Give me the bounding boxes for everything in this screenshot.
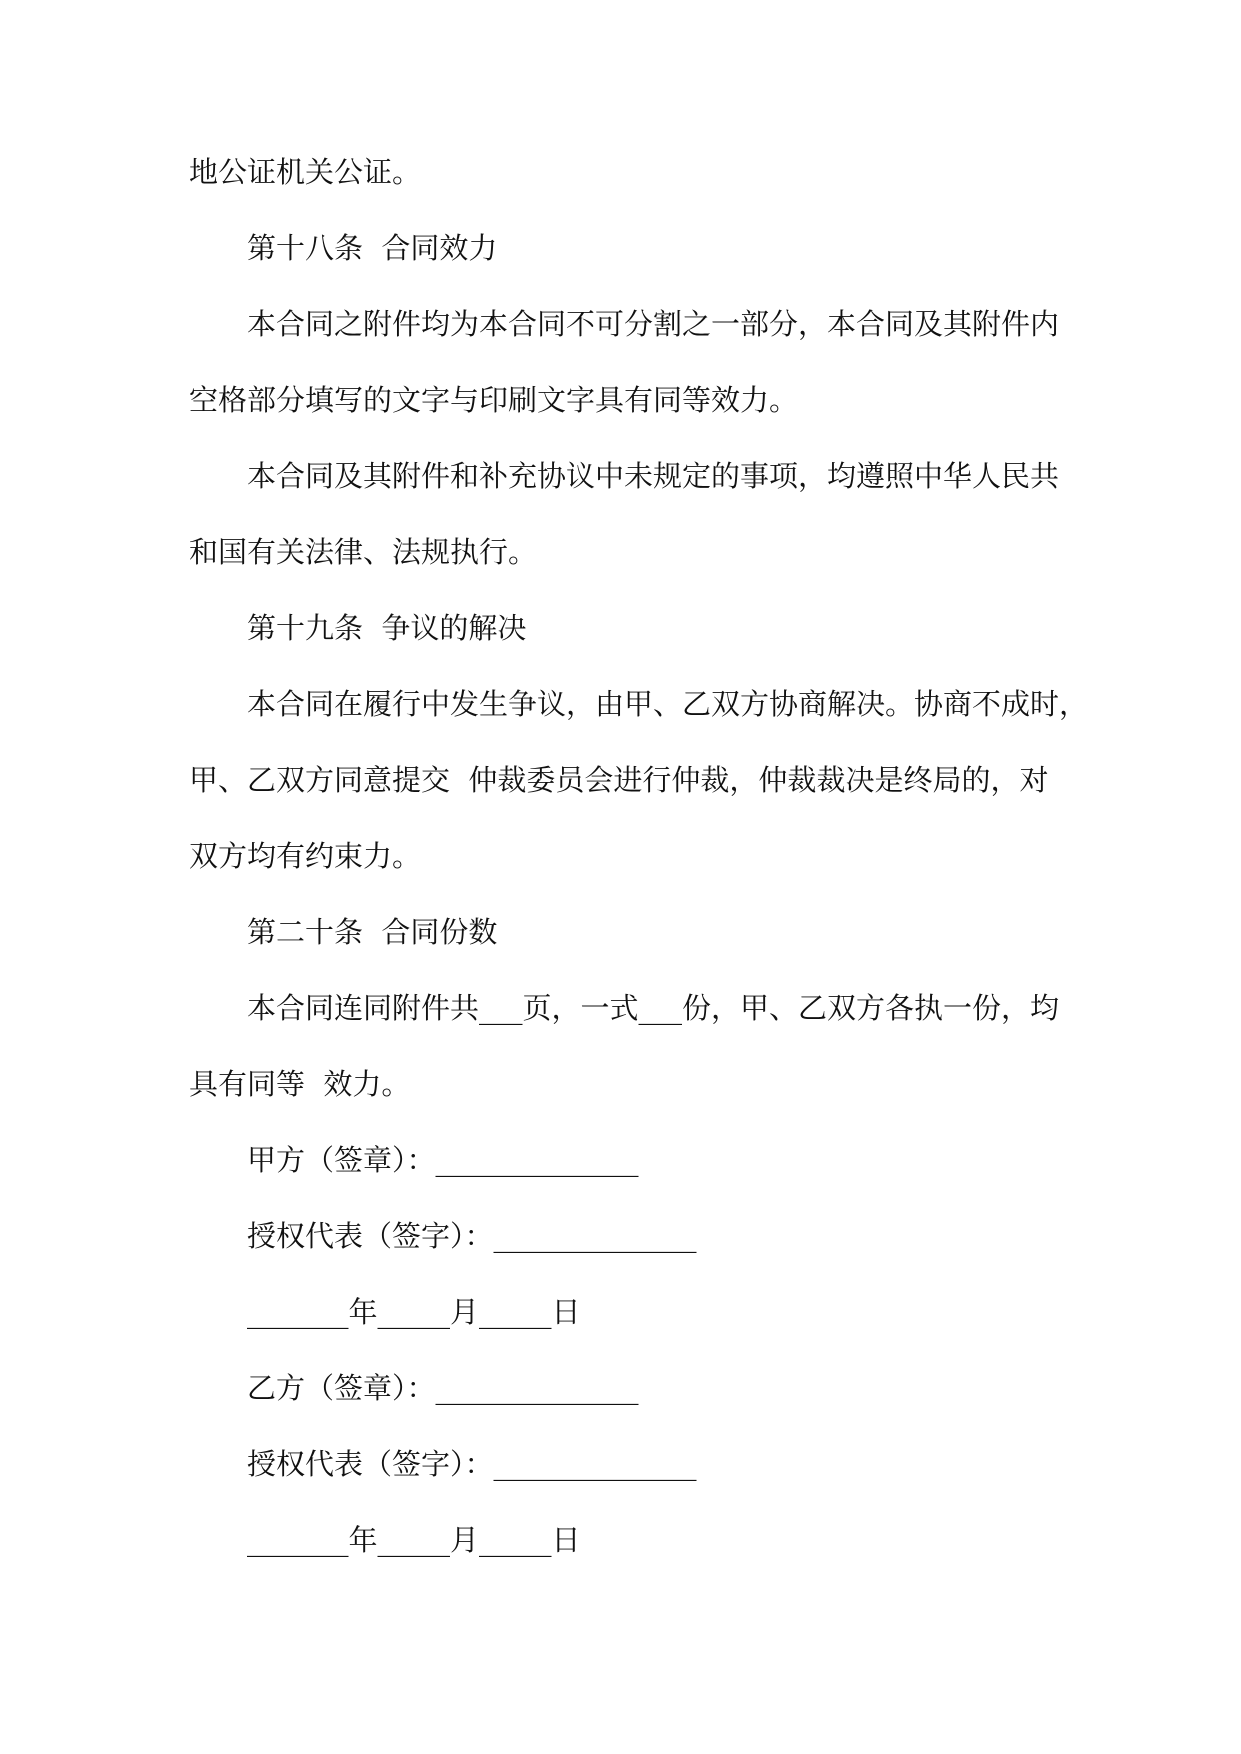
body-line-12: 本合同连同附件共___页，一式___份，甲、乙双方各执一份，均	[247, 991, 1060, 1025]
body-line-9: 甲、乙双方同意提交 仲裁委员会进行仲裁，仲裁裁决是终局的，对	[189, 763, 1049, 797]
article-19-heading: 第十九条 争议的解决	[247, 611, 527, 645]
body-line-13: 具有同等 效力。	[189, 1067, 411, 1101]
party-b-representative-line: 授权代表（签字）：______________	[247, 1447, 697, 1481]
body-line-3: 本合同之附件均为本合同不可分割之一部分，本合同及其附件内	[247, 307, 1060, 341]
body-line-5: 本合同及其附件和补充协议中未规定的事项，均遵照中华人民共	[247, 459, 1060, 493]
party-a-seal-line: 甲方（签章）：______________	[247, 1143, 639, 1177]
party-a-date-line: _______年_____月_____日	[247, 1295, 581, 1329]
body-line-1: 地公证机关公证。	[189, 155, 422, 189]
body-line-8: 本合同在履行中发生争议，由甲、乙双方协商解决。协商不成时，	[247, 687, 1089, 721]
body-line-6: 和国有关法律、法规执行。	[189, 535, 538, 569]
article-18-heading: 第十八条 合同效力	[247, 231, 498, 265]
party-b-date-line: _______年_____月_____日	[247, 1523, 581, 1557]
party-b-seal-line: 乙方（签章）：______________	[247, 1371, 639, 1405]
party-a-representative-line: 授权代表（签字）：______________	[247, 1219, 697, 1253]
body-line-4: 空格部分填写的文字与印刷文字具有同等效力。	[189, 383, 799, 417]
body-line-10: 双方均有约束力。	[189, 839, 422, 873]
article-20-heading: 第二十条 合同份数	[247, 915, 498, 949]
